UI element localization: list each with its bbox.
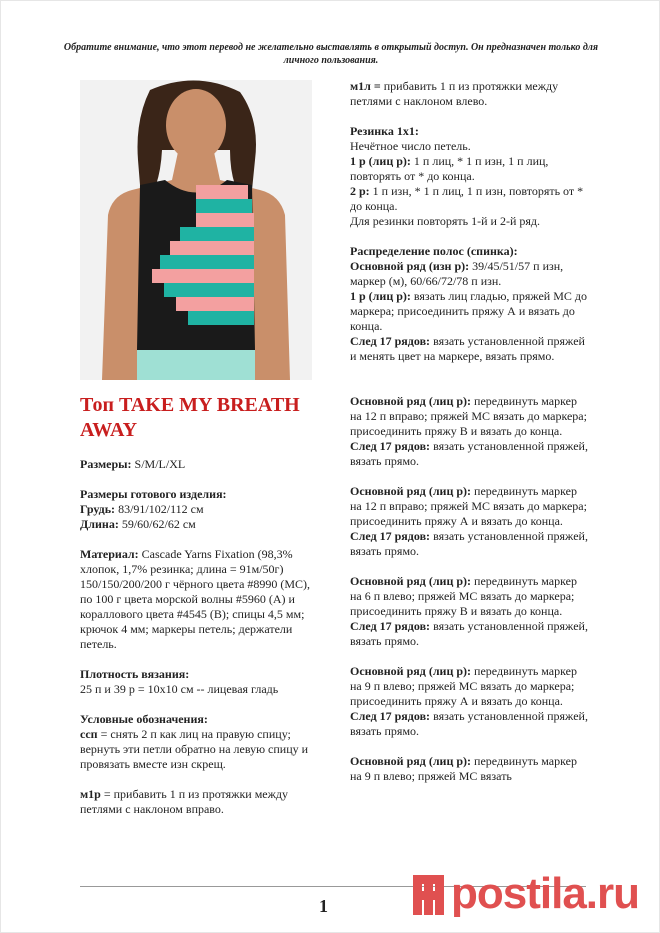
gauge-heading: Плотность вязания: bbox=[80, 667, 190, 681]
block-2-next: След 17 рядов: вязать установленной пряжей, вязать прямо. bbox=[350, 529, 588, 558]
postila-logo-text: postila.ru bbox=[451, 869, 640, 918]
block-4-base: Основной ряд (лиц р): передвинуть маркер на 9 п влево; пряжей МС вязать до маркера; присоединить пряжу А и вязать до конца. bbox=[350, 664, 577, 708]
notice-text: Обратите внимание, что этот перевод не желательно выставлять в открытый доступ. Он предназначен только для личного пользования. bbox=[63, 42, 599, 66]
left-column bbox=[80, 393, 320, 817]
sizes-line: Размеры: S/M/L/XL bbox=[80, 457, 186, 471]
chest-line: Грудь: 83/91/102/112 см bbox=[80, 502, 204, 516]
block-3-base: Основной ряд (лиц р): передвинуть маркер на 6 п влево; пряжей МС вязать до маркера; присоединить пряжу В и вязать до конца. bbox=[350, 574, 577, 618]
stripes-base: Основной ряд (изн р): 39/45/51/57 п изн, маркер (м), 60/66/72/78 п изн. bbox=[350, 259, 564, 288]
block-2-base: Основной ряд (лиц р): передвинуть маркер на 12 п вправо; пряжей МС вязать до маркера; присоединить пряжу А и вязать до конца. bbox=[350, 484, 587, 528]
block-1-next: След 17 рядов: вязать установленной пряжей, вязать прямо. bbox=[350, 439, 588, 468]
product-photo bbox=[80, 80, 312, 380]
block-4-next: След 17 рядов: вязать установленной пряжей, вязать прямо. bbox=[350, 709, 588, 738]
finished-heading: Размеры готового изделия: bbox=[80, 487, 227, 501]
abbr-ssp: ссп = снять 2 п как лиц на правую спицу; вернуть эти петли обратно на левую спицу и провязать вместе изн скрещ. bbox=[80, 727, 309, 771]
stripes-heading: Распределение полос (спинка): bbox=[350, 244, 518, 258]
page-number: 1 bbox=[319, 896, 328, 916]
abbr-m1r: м1р = прибавить 1 п из протяжки между петлями с наклоном вправо. bbox=[80, 787, 289, 816]
abbr-m1l: м1л = прибавить 1 п из протяжки между петлями с наклоном влево. bbox=[350, 79, 559, 108]
length-line: Длина: 59/60/62/62 см bbox=[80, 517, 196, 531]
rib-repeat: Для резинки повторять 1-й и 2-й ряд. bbox=[350, 214, 540, 228]
rib-row2: 2 р: 1 п изн, * 1 п лиц, 1 п изн, повторять от * до конца. bbox=[350, 184, 584, 213]
rib-heading: Резинка 1х1: bbox=[350, 124, 419, 138]
right-column bbox=[350, 79, 590, 784]
abbr-heading: Условные обозначения: bbox=[80, 712, 208, 726]
stripes-next17: След 17 рядов: вязать установленной пряжей и менять цвет на маркере, вязать прямо. bbox=[350, 334, 585, 363]
material-text: Материал: Cascade Yarns Fixation (98,3% хлопок, 1,7% резинка; длина = 91м/50г) 150/150/200/200 г чёрного цвета #8990 (МС), по 100 г цвета морской волны #5960 (А) и кораллового цвета #4545 (В); спицы 4,5 мм; крючок 4 мм; маркеры петель; держатели петель. bbox=[80, 547, 311, 651]
block-1-base: Основной ряд (лиц р): передвинуть маркер на 12 п вправо; пряжей МС вязать до маркера; присоединить пряжу В и вязать до конца. bbox=[350, 394, 587, 438]
stripes-row1: 1 р (лиц р): вязать лиц гладью, пряжей МС до маркера; присоединить пряжу А и вязать до конца. bbox=[350, 289, 588, 333]
rib-line1: Нечётное число петель. bbox=[350, 139, 471, 153]
pattern-title: Топ TAKE MY BREATH AWAY bbox=[80, 394, 300, 441]
block-3-next: След 17 рядов: вязать установленной пряжей, вязать прямо. bbox=[350, 619, 588, 648]
block-5-base: Основной ряд (лиц р): передвинуть маркер на 9 п влево; пряжей МС вязать bbox=[350, 754, 577, 783]
gauge-text: 25 п и 39 р = 10х10 см -- лицевая гладь bbox=[80, 682, 279, 696]
rib-row1: 1 р (лиц р): 1 п лиц, * 1 п изн, 1 п лиц, повторять от * до конца. bbox=[350, 154, 549, 183]
